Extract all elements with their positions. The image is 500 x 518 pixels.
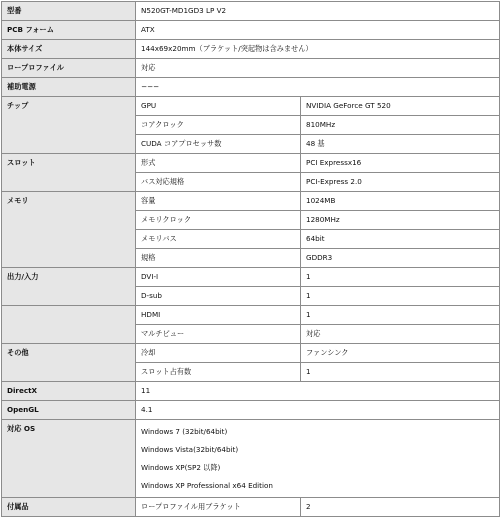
spec-row-accessory: [2, 498, 500, 517]
chip-sub-name: コアクロック: [136, 116, 301, 135]
directx-value: 11: [136, 382, 500, 401]
slot-label: スロット: [2, 154, 136, 192]
accessory-name: ロープロファイル用ブラケット: [136, 498, 301, 517]
spec-row-size: [2, 40, 500, 59]
spec-row-io-hdmi: [2, 306, 500, 325]
os-item: Windows XP(SP2 以降): [141, 462, 221, 472]
size-label: 本体サイズ: [2, 40, 136, 59]
chip-sub-value: 810MHz: [301, 116, 500, 135]
os-label: 対応 OS: [2, 420, 136, 498]
io-label: 出力/入力: [2, 268, 136, 306]
chip-sub-name: CUDA コアプロセッサ数: [136, 135, 301, 154]
memory-sub-value: 1024MB: [301, 192, 500, 211]
spec-row-slot-type: [2, 154, 500, 173]
spec-row-chip-gpu: [2, 97, 500, 116]
io-sub-name: D-sub: [136, 287, 301, 306]
io-sub-value: 対応: [301, 325, 500, 344]
directx-label: DirectX: [2, 382, 136, 401]
aux-power-label: 補助電源: [2, 78, 136, 97]
lowprofile-value: 対応: [136, 59, 500, 78]
io-sub-name: マルチビュー: [136, 325, 301, 344]
io-label-continued: [2, 306, 136, 344]
io-sub-value: 1: [301, 306, 500, 325]
opengl-value: 4.1: [136, 401, 500, 420]
spec-row-directx: [2, 382, 500, 401]
memory-sub-value: GDDR3: [301, 249, 500, 268]
spec-row-model: [2, 2, 500, 21]
slot-sub-name: バス対応規格: [136, 173, 301, 192]
io-sub-name: HDMI: [136, 306, 301, 325]
spec-table: [1, 1, 500, 517]
other-label: その他: [2, 344, 136, 382]
os-list: [136, 420, 500, 498]
model-value: N520GT-MD1GD3 LP V2: [136, 2, 500, 21]
slot-sub-value: PCI-Express 2.0: [301, 173, 500, 192]
other-sub-name: スロット占有数: [136, 363, 301, 382]
accessory-label: 付属品: [2, 498, 136, 517]
io-sub-value: 1: [301, 268, 500, 287]
spec-row-pcb: [2, 21, 500, 40]
spec-row-os: [2, 420, 500, 498]
lowprofile-label: ロープロファイル: [2, 59, 136, 78]
spec-row-aux-power: [2, 78, 500, 97]
other-sub-value: ファンシンク: [301, 344, 500, 363]
memory-sub-value: 64bit: [301, 230, 500, 249]
chip-sub-name: GPU: [136, 97, 301, 116]
memory-sub-value: 1280MHz: [301, 211, 500, 230]
pcb-label: PCB フォーム: [2, 21, 136, 40]
chip-label: チップ: [2, 97, 136, 154]
slot-sub-value: PCI Expressx16: [301, 154, 500, 173]
other-sub-name: 冷却: [136, 344, 301, 363]
io-sub-value: 1: [301, 287, 500, 306]
os-item: Windows 7 (32bit/64bit): [141, 426, 228, 436]
io-sub-name: DVI-I: [136, 268, 301, 287]
aux-power-value: −−−: [136, 78, 500, 97]
accessory-value: 2: [301, 498, 500, 517]
spec-row-memory-capacity: [2, 192, 500, 211]
memory-sub-name: メモリクロック: [136, 211, 301, 230]
pcb-value: ATX: [136, 21, 500, 40]
os-item: Windows XP Professional x64 Edition: [141, 480, 273, 490]
spec-row-other-cooling: [2, 344, 500, 363]
os-item: Windows Vista(32bit/64bit): [141, 444, 239, 454]
opengl-label: OpenGL: [2, 401, 136, 420]
spec-row-opengl: [2, 401, 500, 420]
model-label: 型番: [2, 2, 136, 21]
memory-sub-name: 規格: [136, 249, 301, 268]
memory-sub-name: 容量: [136, 192, 301, 211]
size-value: 144x69x20mm（ブラケット/突起物は含みません）: [136, 40, 500, 59]
spec-row-io-dvi: [2, 268, 500, 287]
slot-sub-name: 形式: [136, 154, 301, 173]
spec-row-lowprofile: [2, 59, 500, 78]
other-sub-value: 1: [301, 363, 500, 382]
memory-sub-name: メモリバス: [136, 230, 301, 249]
chip-sub-value: NVIDIA GeForce GT 520: [301, 97, 500, 116]
chip-sub-value: 48 基: [301, 135, 500, 154]
memory-label: メモリ: [2, 192, 136, 268]
